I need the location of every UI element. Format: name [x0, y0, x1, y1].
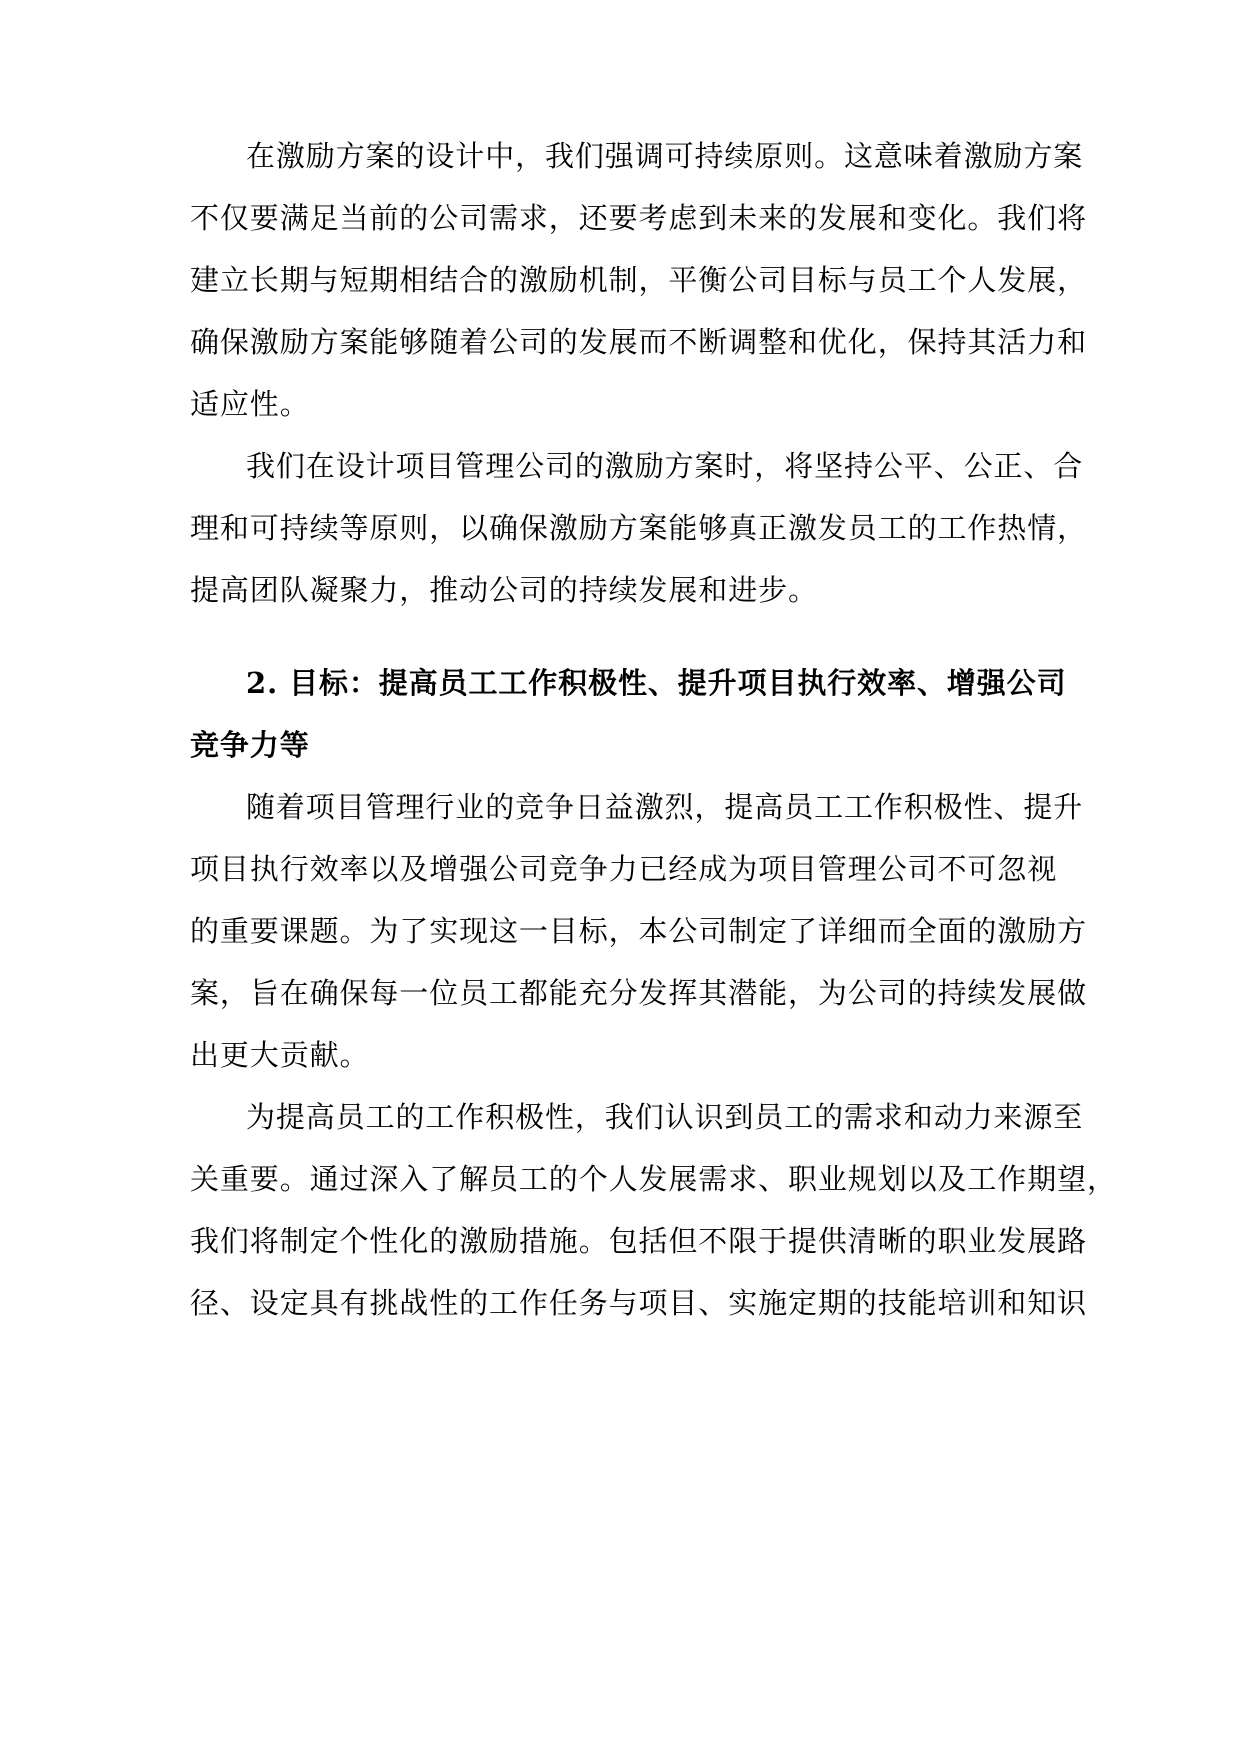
- paragraph-2-line-2: 理和可持续等原则，以确保激励方案能够真正激发员工的工作热情，: [190, 511, 1088, 545]
- paragraph-3-line-5: 出更大贡献。: [190, 1038, 370, 1072]
- paragraph-1-line-1: 在激励方案的设计中，我们强调可持续原则。这意味着激励方案: [246, 139, 1084, 173]
- paragraph-3-line-4: 案，旨在确保每一位员工都能充分发挥其潜能，为公司的持续发展做: [190, 976, 1088, 1010]
- paragraph-1-line-5: 适应性。: [190, 387, 310, 421]
- paragraph-2-line-3: 提高团队凝聚力，推动公司的持续发展和进步。: [190, 573, 818, 607]
- paragraph-3-line-1: 随着项目管理行业的竞争日益激烈，提高员工工作积极性、提升: [246, 790, 1084, 824]
- paragraph-1-line-2: 不仅要满足当前的公司需求，还要考虑到未来的发展和变化。我们将: [190, 201, 1088, 235]
- paragraph-4-line-3: 我们将制定个性化的激励措施。包括但不限于提供清晰的职业发展路: [190, 1224, 1088, 1258]
- paragraph-1-line-3: 建立长期与短期相结合的激励机制，平衡公司目标与员工个人发展，: [190, 263, 1088, 297]
- paragraph-3-line-3: 的重要课题。为了实现这一目标，本公司制定了详细而全面的激励方: [190, 914, 1088, 948]
- paragraph-4-line-4: 径、设定具有挑战性的工作任务与项目、实施定期的技能培训和知识: [190, 1286, 1088, 1320]
- paragraph-3-line-2: 项目执行效率以及增强公司竞争力已经成为项目管理公司不可忽视: [190, 852, 1058, 886]
- paragraph-2-line-1: 我们在设计项目管理公司的激励方案时，将坚持公平、公正、合: [246, 449, 1084, 483]
- paragraph-4-line-2: 关重要。通过深入了解员工的个人发展需求、职业规划以及工作期望，: [190, 1162, 1117, 1196]
- paragraph-4-line-1: 为提高员工的工作积极性，我们认识到员工的需求和动力来源至: [246, 1100, 1084, 1134]
- section-heading-line-1: 2. 目标：提高员工工作积极性、提升项目执行效率、增强公司: [246, 666, 1067, 700]
- section-heading-line-2: 竞争力等: [190, 728, 310, 762]
- paragraph-1-line-4: 确保激励方案能够随着公司的发展而不断调整和优化，保持其活力和: [190, 325, 1088, 359]
